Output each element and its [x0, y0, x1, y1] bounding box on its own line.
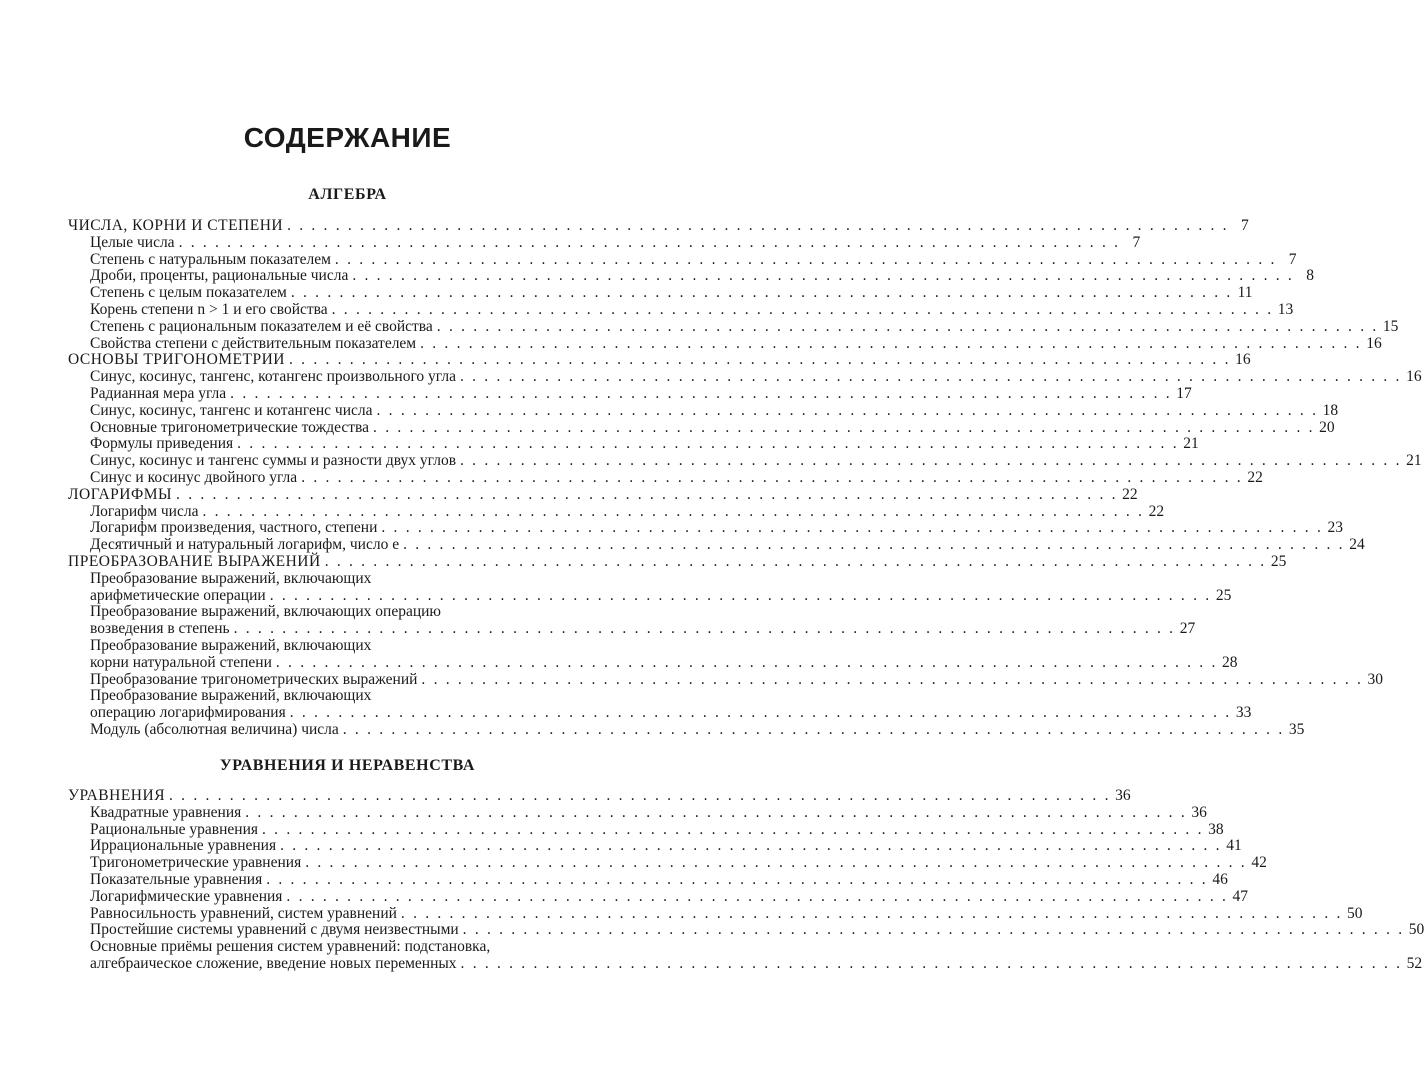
toc-item-title: Синус, косинус и тангенс суммы и разности двух углов [90, 452, 457, 470]
toc-item [68, 904, 1363, 923]
dot-leader: . . . . . . . . . . . . . . . . . . . . . . . . . . . . . . . . . . . . . . . . . . . . . . . . . . . . . . . . . . . . . . . . . . . . . . . . . . . . . . [176, 485, 1118, 503]
dot-leader: . . . . . . . . . . . . . . . . . . . . . . . . . . . . . . . . . . . . . . . . . . . . . . . . . . . . . . . . . . . . . . . . . . . . . . . . . . . . . . [421, 670, 1364, 688]
toc-item-title: Простейшие системы уравнений с двумя неизвестными [90, 921, 459, 939]
toc-item-title: Тригонометрические уравнения [90, 854, 302, 872]
toc-page-number: 25 [1215, 586, 1232, 604]
toc-item-title: возведения в степень [90, 620, 230, 638]
toc-item [68, 334, 1382, 353]
toc-page-number: 18 [1322, 401, 1339, 419]
toc-item-title: операцию логарифмирования [90, 704, 286, 722]
dot-leader: . . . . . . . . . . . . . . . . . . . . . . . . . . . . . . . . . . . . . . . . . . . . . . . . . . . . . . . . . . . . . . . . . . . . . . . . . . . . . . [381, 519, 1324, 537]
toc-item-title: Преобразование тригонометрических выражений [90, 670, 418, 688]
toc-item-title: Степень с натуральным показателем [90, 250, 331, 268]
toc-item-title: Иррациональные уравнения [90, 837, 277, 855]
toc-chapter [68, 351, 1251, 369]
toc-item [68, 250, 1297, 269]
toc-page-number: 24 [1349, 536, 1365, 554]
dot-leader: . . . . . . . . . . . . . . . . . . . . . . . . . . . . . . . . . . . . . . . . . . . . . . . . . . . . . . . . . . . . . . . . . . . . . . . . . . . . . . [280, 837, 1222, 855]
toc-item-title: Синус и косинус двойного угла [90, 468, 298, 486]
toc-page-number: 41 [1226, 837, 1242, 855]
toc-page-number: 36 [1191, 803, 1207, 821]
dot-leader: . . . . . . . . . . . . . . . . . . . . . . . . . . . . . . . . . . . . . . . . . . . . . . . . . . . . . . . . . . . . . . . . . . . . . . . . . . . . . . [301, 468, 1243, 486]
toc-item-title: Квадратные уравнения [90, 803, 242, 821]
toc-item-title: Основные тригонометрические тождества [90, 418, 370, 436]
toc-item [68, 502, 1165, 521]
toc-item-title: Синус, косинус, тангенс, котангенс произвольного угла [90, 368, 456, 386]
toc-item-first-line: Преобразование выражений, включающих [90, 687, 372, 705]
toc-item-title: Дроби, проценты, рациональные числа [90, 267, 349, 285]
toc-item-title: Десятичный и натуральный логарифм, число e [90, 536, 400, 554]
dot-leader: . . . . . . . . . . . . . . . . . . . . . . . . . . . . . . . . . . . . . . . . . . . . . . . . . . . . . . . . . . . . . . . . . . . . . . . . . . . . . . [403, 536, 1345, 554]
toc-page-number: 7 [1132, 233, 1141, 251]
toc-item [68, 418, 1335, 437]
toc-item-title: ОСНОВЫ ТРИГОНОМЕТРИИ [68, 351, 286, 369]
toc-item [68, 837, 1242, 855]
toc-page-number: 13 [1277, 300, 1294, 318]
dot-leader: . . . . . . . . . . . . . . . . . . . . . . . . . . . . . . . . . . . . . . . . . . . . . . . . . . . . . . . . . . . . . . . . . . . . . . . . . . . . . . [245, 803, 1187, 821]
dot-leader: . . . . . . . . . . . . . . . . . . . . . . . . . . . . . . . . . . . . . . . . . . . . . . . . . . . . . . . . . . . . . . . . . . . . . . . . . . . . . . [460, 954, 1403, 972]
toc-item-first-line: Преобразование выражений, включающих [90, 569, 372, 587]
toc-item [68, 636, 1238, 672]
dot-leader: . . . . . . . . . . . . . . . . . . . . . . . . . . . . . . . . . . . . . . . . . . . . . . . . . . . . . . . . . . . . . . . . . . . . . . . . . . . . . . [269, 586, 1212, 604]
toc-item-title: Логарифм числа [90, 502, 199, 520]
toc-page-number: 33 [1235, 704, 1252, 722]
toc-page-number: 28 [1222, 653, 1238, 671]
dot-leader: . . . . . . . . . . . . . . . . . . . . . . . . . . . . . . . . . . . . . . . . . . . . . . . . . . . . . . . . . . . . . . . . . . . . . . . . . . . . . . [290, 284, 1233, 302]
toc-page-number: 7 [1240, 217, 1249, 234]
dot-leader: . . . . . . . . . . . . . . . . . . . . . . . . . . . . . . . . . . . . . . . . . . . . . . . . . . . . . . . . . . . . . . . . . . . . . . . . . . . . . . [287, 217, 1229, 234]
toc-item [68, 569, 1232, 605]
toc-item-title: арифметические операции [90, 586, 266, 604]
toc-item [68, 687, 1252, 722]
toc-item [68, 452, 1422, 470]
toc-item [68, 820, 1224, 839]
toc-item-first-line: Преобразование выражений, включающих операцию [90, 603, 441, 621]
toc-item [68, 519, 1344, 537]
toc-item-title: Логарифмические уравнения [90, 887, 283, 905]
toc-item-title: Равносильность уравнений, систем уравнений [90, 904, 397, 922]
dot-leader: . . . . . . . . . . . . . . . . . . . . . . . . . . . . . . . . . . . . . . . . . . . . . . . . . . . . . . . . . . . . . . . . . . . . . . . . . . . . . . [324, 552, 1267, 570]
toc-item-title: Целые числа [90, 233, 175, 251]
toc-item [68, 284, 1253, 302]
dot-leader: . . . . . . . . . . . . . . . . . . . . . . . . . . . . . . . . . . . . . . . . . . . . . . . . . . . . . . . . . . . . . . . . . . . . . . . . . . . . . . [462, 921, 1405, 939]
toc-page-number: 42 [1251, 854, 1267, 872]
toc-item [68, 435, 1199, 453]
toc-item [68, 854, 1267, 872]
toc-item-title: корни натуральной степени [90, 653, 272, 671]
toc-item-title: Степень с целым показателем [90, 284, 287, 302]
toc-page-number: 8 [1306, 267, 1314, 285]
toc-item [68, 267, 1314, 285]
toc-page-number: 52 [1406, 954, 1423, 972]
toc-item-title: Модуль (абсолютная величина) числа [90, 720, 339, 738]
toc-item-title: Показательные уравнения [90, 870, 263, 888]
dot-leader: . . . . . . . . . . . . . . . . . . . . . . . . . . . . . . . . . . . . . . . . . . . . . . . . . . . . . . . . . . . . . . . . . . . . . . . . . . . . . . [178, 233, 1121, 251]
toc-page-number: 11 [1237, 284, 1253, 302]
toc-page-number: 22 [1148, 502, 1165, 520]
toc-page-number: 22 [1122, 485, 1138, 503]
toc-page-number: 22 [1247, 468, 1263, 486]
toc-item-title: Рациональные уравнения [90, 820, 259, 838]
toc-page-number: 16 [1235, 351, 1251, 369]
toc-item-title: Корень степени n > 1 и его свойства [90, 300, 328, 318]
dot-leader: . . . . . . . . . . . . . . . . . . . . . . . . . . . . . . . . . . . . . . . . . . . . . . . . . . . . . . . . . . . . . . . . . . . . . . . . . . . . . . [376, 401, 1319, 419]
toc-page-number: 27 [1179, 620, 1196, 638]
toc-item-title: ЛОГАРИФМЫ [68, 485, 173, 503]
dot-leader: . . . . . . . . . . . . . . . . . . . . . . . . . . . . . . . . . . . . . . . . . . . . . . . . . . . . . . . . . . . . . . . . . . . . . . . . . . . . . . [233, 620, 1176, 638]
toc-algebra [68, 217, 1422, 739]
dot-leader: . . . . . . . . . . . . . . . . . . . . . . . . . . . . . . . . . . . . . . . . . . . . . . . . . . . . . . . . . . . . . . . . . . . . . . . . . . . . . . [334, 250, 1277, 268]
toc-item [68, 720, 1305, 739]
toc-item-title: ЧИСЛА, КОРНИ И СТЕПЕНИ [68, 217, 284, 234]
toc-page-number: 36 [1115, 787, 1131, 804]
toc-page-number: 17 [1176, 384, 1192, 402]
toc-item-first-line: Основные приёмы решения систем уравнений: подстановка, [90, 938, 491, 956]
toc-item [68, 938, 1423, 973]
toc-page-number: 30 [1367, 670, 1384, 688]
toc-item [68, 670, 1384, 689]
dot-leader: . . . . . . . . . . . . . . . . . . . . . . . . . . . . . . . . . . . . . . . . . . . . . . . . . . . . . . . . . . . . . . . . . . . . . . . . . . . . . . [460, 368, 1402, 386]
toc-item-title: Формулы приведения [90, 435, 234, 453]
dot-leader: . . . . . . . . . . . . . . . . . . . . . . . . . . . . . . . . . . . . . . . . . . . . . . . . . . . . . . . . . . . . . . . . . . . . . . . . . . . . . . [289, 351, 1231, 369]
dot-leader: . . . . . . . . . . . . . . . . . . . . . . . . . . . . . . . . . . . . . . . . . . . . . . . . . . . . . . . . . . . . . . . . . . . . . . . . . . . . . . [331, 300, 1274, 318]
toc-chapter [68, 552, 1287, 571]
toc-page-number: 15 [1382, 317, 1399, 335]
dot-leader: . . . . . . . . . . . . . . . . . . . . . . . . . . . . . . . . . . . . . . . . . . . . . . . . . . . . . . . . . . . . . . . . . . . . . . . . . . . . . . [202, 502, 1145, 520]
dot-leader: . . . . . . . . . . . . . . . . . . . . . . . . . . . . . . . . . . . . . . . . . . . . . . . . . . . . . . . . . . . . . . . . . . . . . . . . . . . . . . [420, 334, 1362, 352]
toc-page-number: 50 [1347, 904, 1363, 922]
toc-item [68, 887, 1249, 906]
toc-item [68, 536, 1365, 554]
toc-page-number: 46 [1212, 870, 1228, 888]
dot-leader: . . . . . . . . . . . . . . . . . . . . . . . . . . . . . . . . . . . . . . . . . . . . . . . . . . . . . . . . . . . . . . . . . . . . . . . . . . . . . . [262, 820, 1204, 838]
dot-leader: . . . . . . . . . . . . . . . . . . . . . . . . . . . . . . . . . . . . . . . . . . . . . . . . . . . . . . . . . . . . . . . . . . . . . . . . . . . . . . [289, 704, 1232, 722]
toc-page-number: 20 [1319, 418, 1335, 436]
toc-item [68, 468, 1263, 487]
toc-item-title: Синус, косинус, тангенс и котангенс числа [90, 401, 373, 419]
dot-leader: . . . . . . . . . . . . . . . . . . . . . . . . . . . . . . . . . . . . . . . . . . . . . . . . . . . . . . . . . . . . . . . . . . . . . . . . . . . . . . [460, 452, 1402, 470]
dot-leader: . . . . . . . . . . . . . . . . . . . . . . . . . . . . . . . . . . . . . . . . . . . . . . . . . . . . . . . . . . . . . . . . . . . . . . . . . . . . . . [237, 435, 1179, 453]
dot-leader: . . . . . . . . . . . . . . . . . . . . . . . . . . . . . . . . . . . . . . . . . . . . . . . . . . . . . . . . . . . . . . . . . . . . . . . . . . . . . . [169, 787, 1111, 804]
toc-page-number: 25 [1270, 552, 1287, 570]
toc-item [68, 401, 1339, 420]
toc-page-number: 7 [1288, 250, 1297, 268]
toc-item [68, 368, 1422, 386]
toc-page-number: 35 [1288, 720, 1305, 738]
dot-leader: . . . . . . . . . . . . . . . . . . . . . . . . . . . . . . . . . . . . . . . . . . . . . . . . . . . . . . . . . . . . . . . . . . . . . . . . . . . . . . [436, 317, 1379, 335]
toc-item [68, 603, 1196, 638]
toc-page-number: 21 [1406, 452, 1422, 470]
toc-chapter [68, 217, 1249, 235]
toc-item-title: УРАВНЕНИЯ [68, 787, 166, 804]
toc-chapter [68, 485, 1138, 504]
dot-leader: . . . . . . . . . . . . . . . . . . . . . . . . . . . . . . . . . . . . . . . . . . . . . . . . . . . . . . . . . . . . . . . . . . . . . . . . . . . . . . [275, 653, 1218, 671]
page-title: СОДЕРЖАНИЕ [243, 122, 452, 153]
toc-item [68, 317, 1399, 336]
toc-page-number: 50 [1408, 921, 1424, 939]
toc-item [68, 803, 1207, 822]
toc-chapter [68, 787, 1131, 805]
toc-page-number: 16 [1406, 368, 1422, 386]
toc-item-title: алгебраическое сложение, введение новых переменных [90, 954, 457, 972]
toc-page-number: 47 [1232, 887, 1249, 905]
section-title-algebra: АЛГЕБРА [308, 186, 387, 203]
toc-item-title: Степень с рациональным показателем и её свойства [90, 317, 433, 335]
toc-item [68, 870, 1228, 889]
section-title-equations: УРАВНЕНИЯ И НЕРАВЕНСТВА [219, 757, 476, 774]
toc-page-number: 16 [1366, 334, 1382, 352]
toc-item [68, 300, 1294, 319]
toc-item-title: Радианная мера угла [90, 384, 227, 402]
toc-item [68, 384, 1192, 403]
dot-leader: . . . . . . . . . . . . . . . . . . . . . . . . . . . . . . . . . . . . . . . . . . . . . . . . . . . . . . . . . . . . . . . . . . . . . . . . . . . . . . [342, 720, 1285, 738]
toc-item-first-line: Преобразование выражений, включающих [90, 636, 372, 654]
toc-equations [68, 787, 1424, 973]
dot-leader: . . . . . . . . . . . . . . . . . . . . . . . . . . . . . . . . . . . . . . . . . . . . . . . . . . . . . . . . . . . . . . . . . . . . . . . . . . . . . . [266, 870, 1208, 888]
toc-item [68, 921, 1424, 939]
dot-leader: . . . . . . . . . . . . . . . . . . . . . . . . . . . . . . . . . . . . . . . . . . . . . . . . . . . . . . . . . . . . . . . . . . . . . . . . . . . . . . [400, 904, 1343, 922]
dot-leader: . . . . . . . . . . . . . . . . . . . . . . . . . . . . . . . . . . . . . . . . . . . . . . . . . . . . . . . . . . . . . . . . . . . . . . . . . . . . . . [230, 384, 1172, 402]
dot-leader: . . . . . . . . . . . . . . . . . . . . . . . . . . . . . . . . . . . . . . . . . . . . . . . . . . . . . . . . . . . . . . . . . . . . . . . . . . . . . . [373, 418, 1315, 436]
toc-item [68, 233, 1141, 252]
dot-leader: . . . . . . . . . . . . . . . . . . . . . . . . . . . . . . . . . . . . . . . . . . . . . . . . . . . . . . . . . . . . . . . . . . . . . . . . . . . . . . [305, 854, 1247, 872]
toc-page-number: 38 [1208, 820, 1224, 838]
toc-item-title: ПРЕОБРАЗОВАНИЕ ВЫРАЖЕНИЙ [68, 552, 321, 570]
dot-leader: . . . . . . . . . . . . . . . . . . . . . . . . . . . . . . . . . . . . . . . . . . . . . . . . . . . . . . . . . . . . . . . . . . . . . . . . . . . . . . [286, 887, 1229, 905]
toc-item-title: Свойства степени с действительным показателем [90, 334, 417, 352]
toc-page-number: 21 [1183, 435, 1199, 453]
toc-item-title: Логарифм произведения, частного, степени [90, 519, 378, 537]
toc-page-number: 23 [1327, 519, 1344, 537]
dot-leader: . . . . . . . . . . . . . . . . . . . . . . . . . . . . . . . . . . . . . . . . . . . . . . . . . . . . . . . . . . . . . . . . . . . . . . . . . . . . . . [352, 267, 1294, 285]
